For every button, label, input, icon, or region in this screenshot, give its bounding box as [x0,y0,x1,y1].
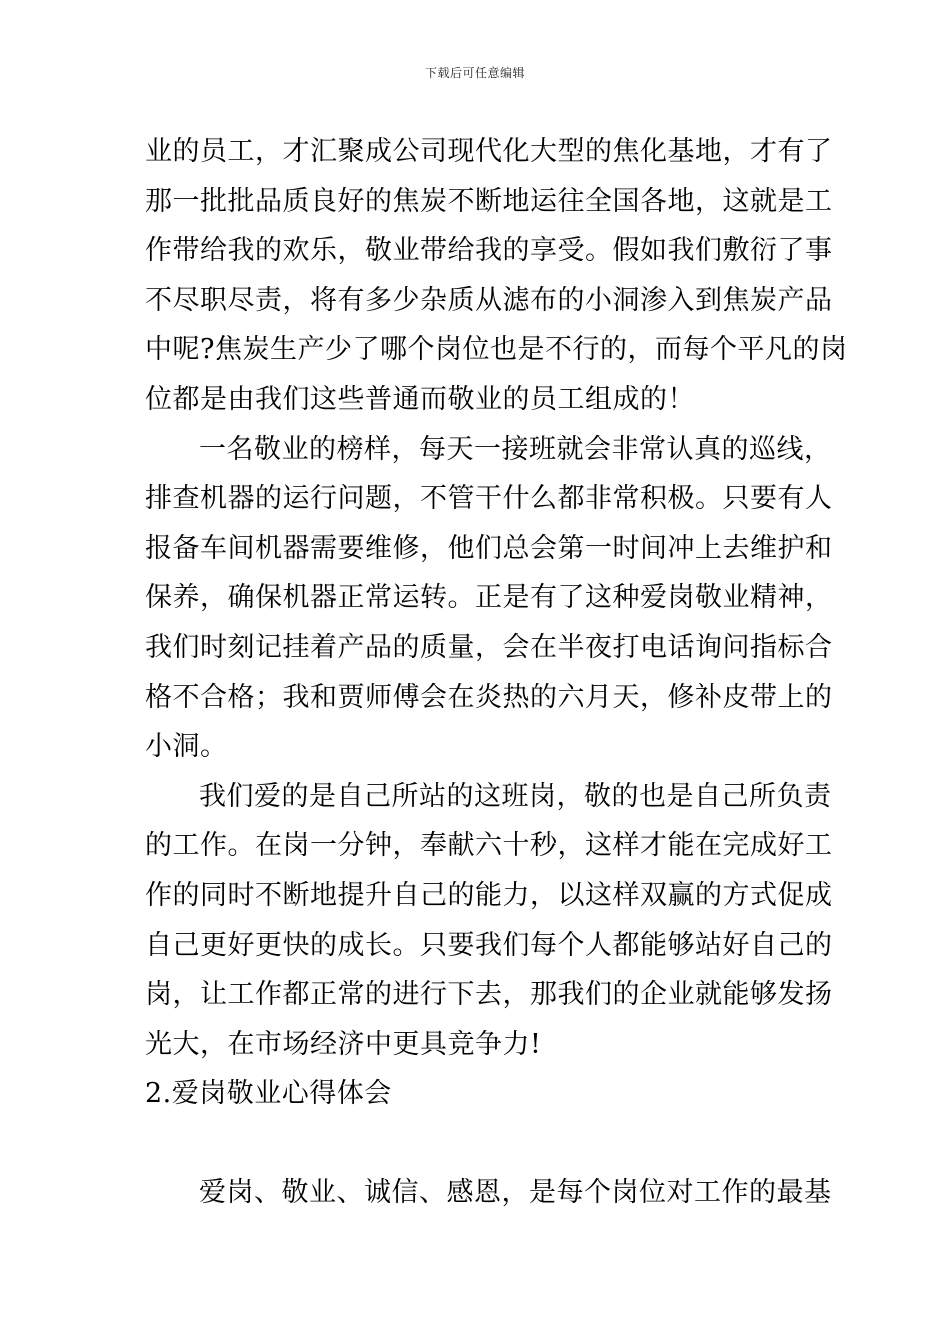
text-line: 位都是由我们这些普通而敬业的员工组成的！ [145,383,695,415]
text-line: 作的同时不断地提升自己的能力，以这样双赢的方式促成 [145,879,833,911]
text-line: 不尽职尽责，将有多少杂质从滤布的小洞渗入到焦炭产品 [145,284,833,316]
text-line: 2.爱岗敬业心得体会 [145,1078,392,1110]
text-line: 我们时刻记挂着产品的质量，会在半夜打电话询问指标合 [145,631,833,663]
text-line: 小洞。 [145,731,228,763]
text-line: 报备车间机器需要维修，他们总会第一时间冲上去维护和 [145,532,833,564]
text-line: 一名敬业的榜样，每天一接班就会非常认真的巡线， [199,433,832,465]
text-line: 光大，在市场经济中更具竞争力! [145,1028,542,1060]
text-line: 业的员工，才汇聚成公司现代化大型的焦化基地，才有了 [145,136,833,167]
blank-line [145,1119,810,1169]
text-line: 那一批批品质良好的焦炭不断地运往全国各地，这就是工 [145,185,833,217]
text-line: 的工作。在岗一分钟，奉献六十秒，这样才能在完成好工 [145,830,833,862]
text-line: 格不合格；我和贾师傅会在炎热的六月天，修补皮带上的 [145,681,833,713]
text-line: 岗，让工作都正常的进行下去，那我们的企业就能够发扬 [145,979,833,1011]
page-header: 下载后可任意编辑 [424,66,525,80]
text-line: 中呢?焦炭生产少了哪个岗位也是不行的，而每个平凡的岗 [145,334,848,366]
text-line: 保养，确保机器正常运转。正是有了这种爱岗敬业精神， [145,582,833,614]
text-line: 我们爱的是自己所站的这班岗，敬的也是自己所负责 [199,780,832,812]
text-line: 作带给我的欢乐，敬业带给我的享受。假如我们敷衍了事 [145,235,833,267]
text-line: 爱岗、敬业、诚信、感恩，是每个岗位对工作的最基 [199,1177,832,1209]
text-line: 自己更好更快的成长。只要我们每个人都能够站好自己的 [145,929,833,961]
text-line: 排查机器的运行问题，不管干什么都非常积极。只要有人 [145,483,833,515]
body-text [145,127,848,1218]
